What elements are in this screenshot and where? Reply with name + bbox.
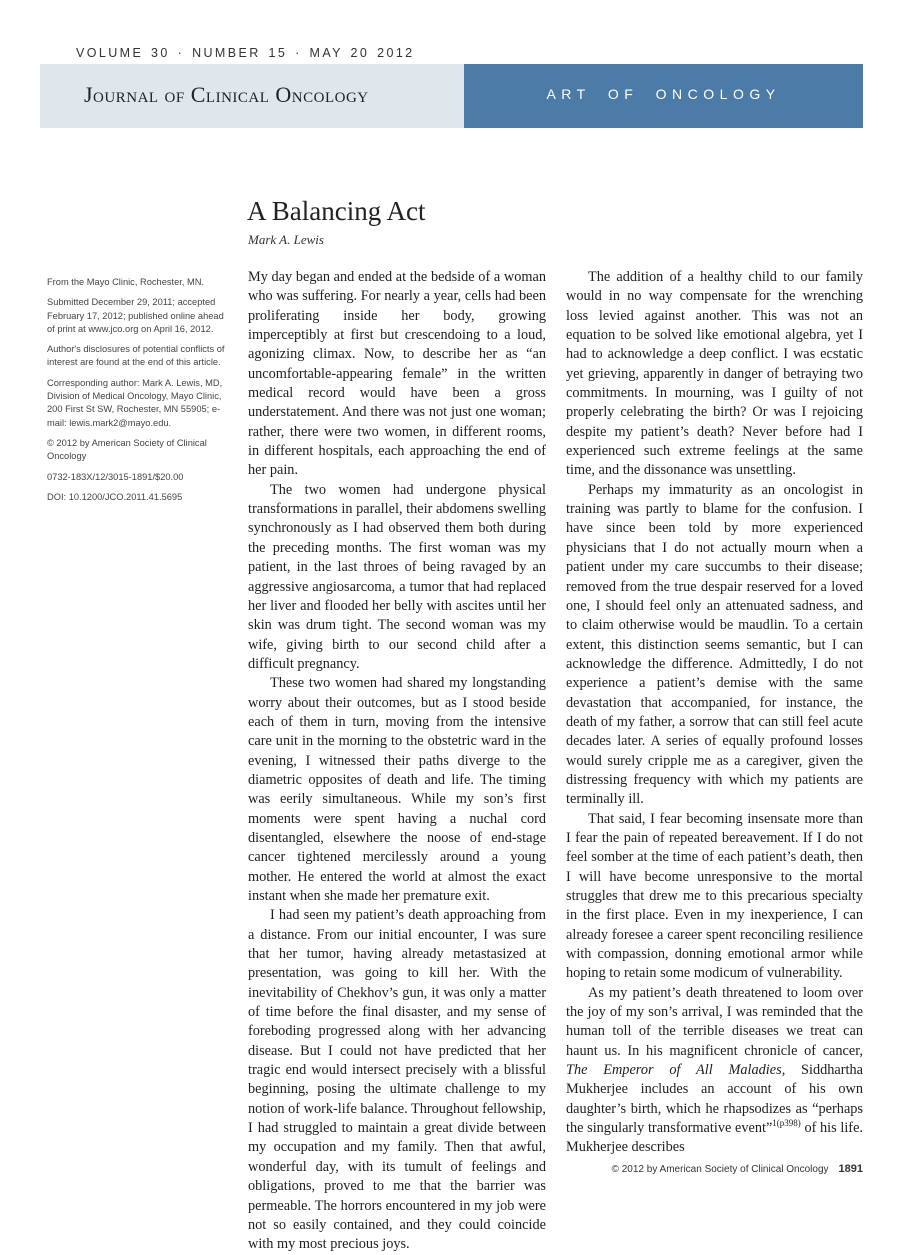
disclosures-note: Author's disclosures of potential conflicts of interest are found at the end of this article. xyxy=(47,344,225,368)
article-info-sidebar xyxy=(47,276,229,511)
banner-right-panel xyxy=(464,64,863,128)
paragraph-8 xyxy=(566,984,863,1158)
paragraph-7: That said, I fear becoming insensate more than I fear the pain of repeated bereavement. If I do not feel somber at the time of each patient’s death, then I will have become unresponsive to the mortal struggles that drew me to this precarious specialty in the first place. Even in my inexperience, I can already foresee a career spent reconciling resilience with compassion, donning emotional armor while hoping to retain some modicum of vulnerability. xyxy=(566,810,863,982)
paragraph-6: Perhaps my immaturity as an oncologist in training was partly to blame for the confusion. I have since been told by more experienced physicians that I do not actually mourn when a patient under my care succumbs to their disease; removed from the true despair reserved for a loved one, I should feel only an attenuated sadness, and to claim otherwise would be maudlin. To a certain extent, this distinction seems semantic, but I can acknowledge the difference. Admittedly, I do not experience a patient’s demise with the same devastation that accompanied, for instance, the death of my father, a sorrow that can still feel acute decades later. A series of equally profound losses would surely cripple me as a caregiver, given the distressing frequency with which my patients are terminally ill. xyxy=(566,481,863,808)
paragraph-8-part-b: , Siddhartha Mukherjee includes an account of his own daughter’s birth, which he rhapsodizes as “perhaps the singularly transformative event” xyxy=(566,1062,863,1137)
footer-copyright: © 2012 by American Society of Clinical Oncology xyxy=(611,1164,829,1175)
doi: DOI: 10.1200/JCO.2011.41.5695 xyxy=(47,491,183,502)
page-number: 1891 xyxy=(838,1163,863,1175)
corresponding-author: Corresponding author: Mark A. Lewis, MD, Division of Medical Oncology, Mayo Clinic, 200 First St SW, Rochester, MN 55905; e-mail: lewis.mark2@mayo.edu. xyxy=(47,377,223,428)
sidebar-copyright: © 2012 by American Society of Clinical Oncology xyxy=(47,437,207,462)
paragraph-4: I had seen my patient’s death approaching from a distance. From our initial encounter, I was sure that her tumor, having already metastasized at presentation, was going to kill her. With the inevitability of Chekhov’s gun, it was only a matter of time before the final disaster, and my sense of foreboding progressed along with her advancing disease. But I could not have predicted that her tragic end would intersect precisely with a blissful beginning, posing the ultimate challenge to my notion of work-life balance. Throughout fellowship, I had struggled to maintain a great divide between my occupation and my family. Then that awful, wonderful day, with its tumult of feelings and obligations, proved to me that the barrier was permeable. The horrors encountered in my job were not so easily contained, and they could coincide with my most precious joys. xyxy=(248,907,546,1253)
paragraph-8-part-a: As my patient’s death threatened to loom over the joy of my son’s arrival, I was reminded that the human toll of the terrible diseases we treat can haunt us. In his magnificent chronicle of cancer, xyxy=(566,984,863,1059)
submission-dates: Submitted December 29, 2011; accepted February 17, 2012; published online ahead of print at www.jco.org on April 16, 2012. xyxy=(47,297,224,334)
author-name: Mark A. Lewis xyxy=(248,232,324,247)
issue-line: VOLUME 30 · NUMBER 15 · MAY 20 2012 xyxy=(76,46,415,60)
affiliation: From the Mayo Clinic, Rochester, MN. xyxy=(47,277,205,287)
book-title: The Emperor of All Maladies xyxy=(566,1062,782,1079)
paragraph-3: These two women had shared my longstanding worry about their outcomes, but as I stood beside each of them in turn, moving from the intensive care unit in the morning to the obstetric ward in the evening, I witnessed their paths diverge to the diametric opposites of death and life. The timing was eerily simultaneous. While my son’s first moments were spent having a nuchal cord disentangled, elsewhere the noose of end-stage cancer tightened mercilessly around a young mother. He entered the world at almost the exact instant when she made her premature exit. xyxy=(248,675,546,904)
paragraph-1: My day began and ended at the bedside of a woman who was suffering. For nearly a year, cells had been proliferating inside her body, growing imperceptibly at first but crescendoing to a loud, agonizing climax. Now, to describe her as “an uncomfortable-appearing female” in the written medical record would have been a gross understatement. And there was not just one woman; rather, there were two women, in different rooms, in different hospitals, each approaching the end of her pain. xyxy=(248,269,546,479)
journal-banner xyxy=(40,64,863,128)
body-column-2 xyxy=(566,268,863,1164)
paragraph-5: The addition of a healthy child to our family would in no way compensate for the wrenching loss levied against another. This was not an equation to be solved like emotional algebra, yet I had to acknowledge a deep conflict. I was ecstatic yet grieving, apparently in danger of betraying two commitments. In mourning, was I guilty of not properly celebrating the birth? Or was I rejoicing despite my patient’s death? Never before had I experienced such extreme feelings at the same time, and the dissonance was unsettling. xyxy=(566,269,863,479)
issn: 0732-183X/12/3015-1891/$20.00 xyxy=(47,471,184,482)
paragraph-8-part-c: of his life. Mukherjee describes xyxy=(566,1120,863,1156)
banner-left-panel xyxy=(40,64,464,128)
citation-ref: 1(p398) xyxy=(772,1118,801,1129)
page-footer xyxy=(612,1163,863,1175)
paragraph-2: The two women had undergone physical transformations in parallel, their abdomens swelling synchronously as I had observed them both during the preceding months. The first woman was my patient, in the last throes of being ravaged by an aggressive angiosarcoma, a tumor that had replaced her liver and flooded her belly with ascites until her skin was drum tight. The second woman was my wife, giving birth to our second child after a difficult pregnancy. xyxy=(248,481,546,672)
article-title: A Balancing Act xyxy=(247,196,426,226)
body-column-1 xyxy=(248,268,546,1253)
journal-title: Journal of Clinical Oncology xyxy=(84,82,369,107)
section-label: ART OF ONCOLOGY xyxy=(546,86,781,102)
